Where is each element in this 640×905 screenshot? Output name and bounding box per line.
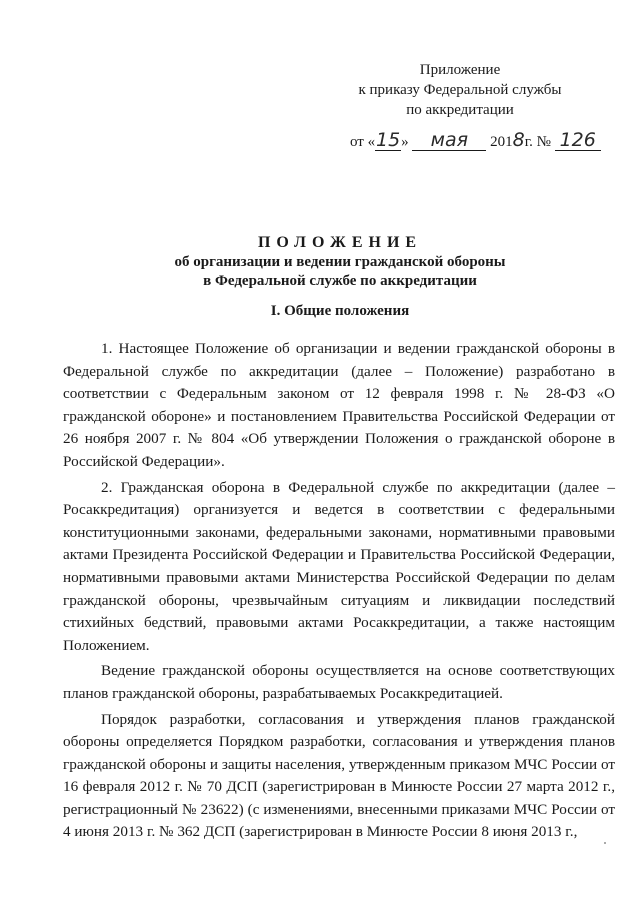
order-year-prefix: 201 [490, 134, 513, 150]
scan-speck [604, 842, 606, 844]
order-date-line [350, 130, 610, 152]
paragraph: 1. Настоящее Положение об организации и ведении гражданской обороны в Федеральной службе по аккредитации (далее – Положение) разработано в соответствии с Федеральным законом от 12 февраля 1998 г. № 28-ФЗ «О гражданской обороне» и постановлением Правительства Российской Федерации от 26 ноября 2007 г. № 804 «Об утверждении Положения о гражданской обороне в Российской Федерации». [63, 340, 615, 470]
order-day: 15 [376, 129, 401, 151]
section-heading: I. Общие положения [270, 303, 410, 319]
order-date-prefix: от « [350, 134, 376, 150]
order-date-mid: » [401, 134, 409, 150]
subtitle-line: об организации и ведении гражданской обороны [174, 254, 506, 270]
subtitle-line: в Федеральной службе по аккредитации [203, 273, 477, 289]
appendix-block [330, 60, 590, 120]
paragraph: 2. Гражданская оборона в Федеральной службе по аккредитации (далее – Росаккредитация) организуется и ведется в соответствии с федеральными конституционными законами, федеральными законами, нормативными правовыми актами Президента Российской Федерации и Правительства Российской Федерации, нормативными правовыми актами Министерства Российской Федерации по делам гражданской обороны, чрезвычайным ситуациям и ликвидации последствий стихийных бедствий, правовыми актами Росаккредитации, а также настоящим Положением. [63, 478, 615, 654]
appendix-line: по аккредитации [406, 102, 514, 118]
document-subtitle [60, 253, 620, 291]
order-number: 126 [555, 130, 601, 151]
order-month: мая [412, 130, 486, 151]
paragraph: Ведение гражданской обороны осуществляется на основе соответствующих планов гражданской обороны, разрабатываемых Росаккредитацией. [63, 662, 615, 702]
paragraph: Порядок разработки, согласования и утверждения планов гражданской обороны определяется Порядком разработки, согласования и утверждения планов гражданской обороны и защиты населения, утвержденным приказом МЧС России от 16 февраля 2012 г. № 70 ДСП (зарегистрирован в Минюсте России 27 марта 2012 г., регистрационный № 23622) (с изменениями, внесенными приказами МЧС России от 4 июня 2013 г. № 362 ДСП (зарегистрирован в Минюсте России 8 июня 2013 г., [63, 710, 615, 841]
document-title: ПОЛОЖЕНИЕ [257, 234, 423, 251]
order-year-digit: 8 [512, 129, 525, 151]
appendix-line: к приказу Федеральной службы [358, 82, 562, 98]
order-number-prefix: г. № [524, 134, 551, 150]
document-body [63, 338, 615, 847]
appendix-line: Приложение [419, 62, 501, 78]
